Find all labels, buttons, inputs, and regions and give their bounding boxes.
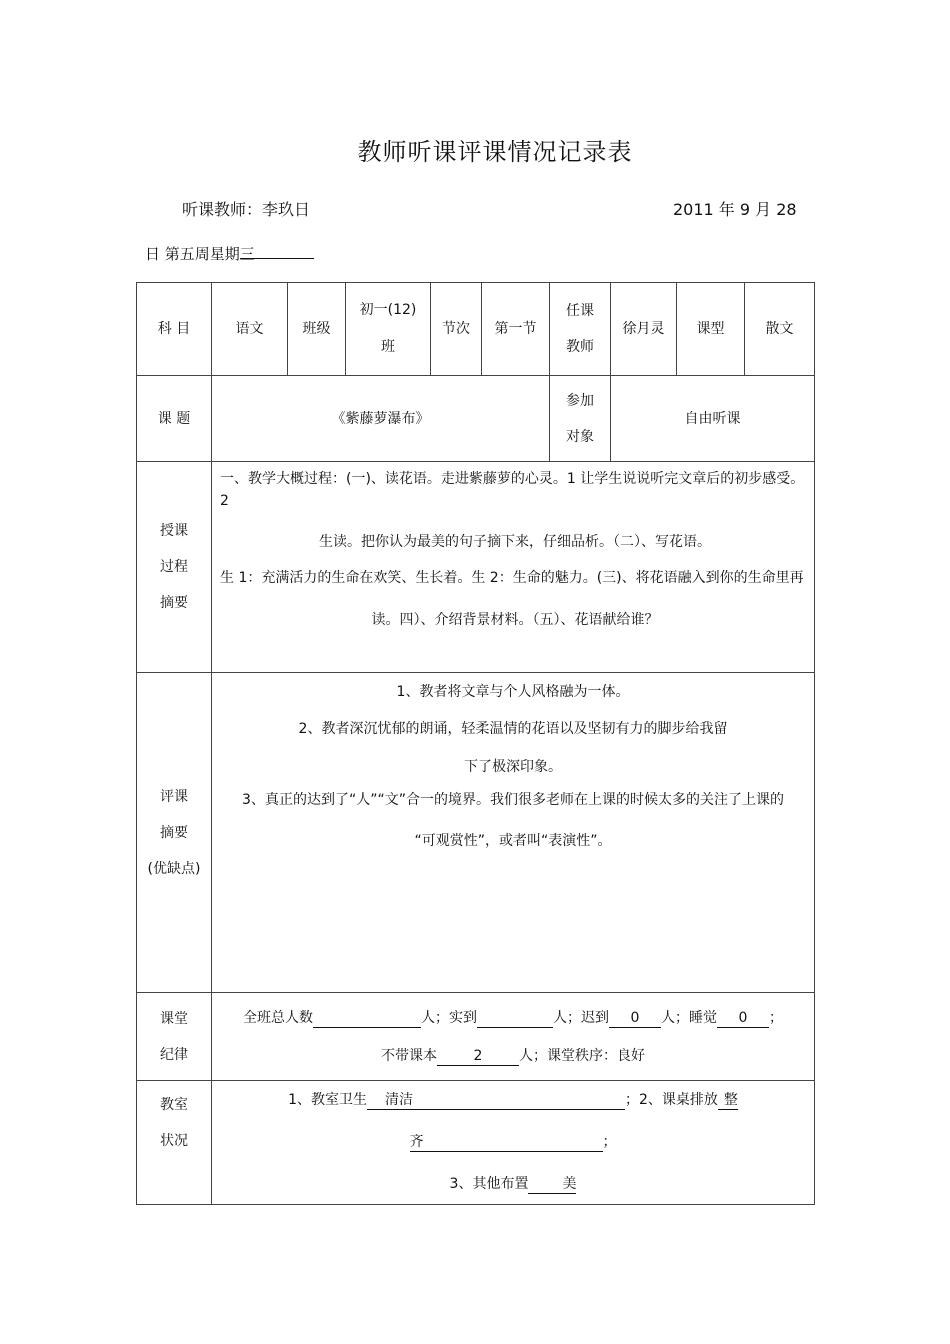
desk-label: ；2、课桌排放: [625, 1092, 718, 1108]
review-label: [137, 673, 212, 993]
classroom-label: [137, 1081, 212, 1205]
total-unit: 人；实到: [421, 1009, 477, 1026]
no-book-unit: 人；课堂秩序：良好: [519, 1047, 645, 1064]
type-label: 课型: [677, 283, 745, 376]
review-line: 1、教者将文章与个人风格融为一体。: [396, 684, 630, 700]
observer-label: 听课教师：: [182, 200, 263, 219]
teacher-value: 徐月灵: [611, 283, 677, 376]
record-table: [136, 282, 815, 1205]
teacher-label-line1: 任课: [566, 303, 594, 319]
discipline-label: [137, 993, 212, 1081]
review-line: 下了极深印象。: [464, 759, 562, 775]
process-line: 读。四）、介绍背景材料。（五）、花语献给谁？: [371, 612, 659, 628]
teacher-label: [550, 283, 611, 376]
other-value: 美: [528, 1175, 576, 1194]
table-row: [137, 1081, 815, 1205]
class-value-line1: 初一(12): [359, 302, 417, 318]
review-content: [212, 673, 815, 993]
type-value: 散文: [745, 283, 815, 376]
no-book-value: 2: [437, 1047, 519, 1066]
desk-value-1: 整: [718, 1091, 738, 1110]
hygiene-value: 清洁: [367, 1091, 625, 1110]
observer-name: 李玖日: [262, 200, 311, 219]
observer-line: [182, 197, 310, 220]
process-line: 生读。把你认为最美的句子摘下来，仔细品析。（二）、写花语。: [319, 534, 711, 550]
review-label-line1: 评课: [160, 788, 188, 805]
table-row: [137, 283, 815, 376]
sleep-end: ；: [769, 1009, 783, 1026]
class-label: 班级: [288, 283, 346, 376]
table-row: [137, 376, 815, 462]
process-label-line3: 摘要: [160, 595, 188, 611]
desk-value-2: 齐: [410, 1133, 603, 1152]
discipline-line1: [212, 1007, 814, 1029]
teacher-label-line2: 教师: [566, 339, 594, 355]
date-continuation: [145, 243, 314, 264]
late-value: 0: [609, 1009, 661, 1028]
classroom-line2: [212, 1131, 814, 1153]
subject-value: 语文: [212, 283, 288, 376]
process-label-line1: 授课: [160, 523, 188, 539]
topic-label: 课 题: [137, 376, 212, 462]
subject-label: 科 目: [137, 283, 212, 376]
page-title: 教师听课评课情况记录表: [357, 138, 633, 166]
other-label: 3、其他布置: [449, 1176, 529, 1192]
classroom-label-line2: 状况: [160, 1133, 188, 1149]
table-row: [137, 462, 815, 673]
participants-label: [550, 376, 611, 462]
review-line: 2、教者深沉忧郁的朗诵，轻柔温情的花语以及坚韧有力的脚步给我留: [298, 721, 728, 737]
sleep-value: 0: [717, 1009, 769, 1028]
classroom-line3: [212, 1173, 814, 1195]
discipline-label-line1: 课堂: [160, 1010, 188, 1027]
table-row: [137, 673, 815, 993]
total-blank: [313, 1009, 421, 1028]
process-label: [137, 462, 212, 673]
classroom-label-line1: 教室: [160, 1097, 188, 1113]
process-line: 一、教学大概过程：(一)、读花语。走进紫藤萝的心灵。1 让学生说说听完文章后的初步感受。2: [220, 471, 805, 509]
discipline-label-line2: 纪律: [160, 1046, 188, 1063]
classroom-sep: ；: [602, 1134, 617, 1150]
period-value: 第一节: [482, 283, 550, 376]
review-line: 3、真正的达到了“人”“文”合一的境界。我们很多老师在上课的时候太多的关注了上课的: [242, 792, 784, 808]
process-label-line2: 过程: [160, 559, 188, 575]
date-cont-prefix: 日 第五周星期: [145, 245, 240, 263]
class-value-line2: 班: [381, 339, 395, 355]
topic-value: 《紫藤萝瀑布》: [212, 376, 550, 462]
present-blank: [477, 1009, 553, 1028]
table-row: [137, 993, 815, 1081]
participants-value: 自由听课: [611, 376, 815, 462]
classroom-content: [212, 1081, 815, 1205]
review-label-line3: (优缺点): [147, 860, 201, 877]
review-label-line2: 摘要: [160, 824, 188, 841]
weekday-value: 三: [239, 245, 255, 263]
hygiene-label: 1、教室卫生: [288, 1092, 367, 1108]
date-text: 2011 年 9 月 28: [673, 200, 797, 219]
process-content: [212, 462, 815, 673]
period-label: 节次: [431, 283, 482, 376]
review-line: “可观赏性”，或者叫“表演性”。: [414, 833, 612, 849]
class-value: [346, 283, 431, 376]
present-unit: 人；迟到: [553, 1009, 609, 1026]
classroom-line1: [212, 1089, 814, 1111]
participants-label-line2: 对象: [566, 428, 594, 445]
participants-label-line1: 参加: [566, 392, 594, 409]
late-unit: 人；睡觉: [661, 1009, 717, 1026]
total-label: 全班总人数: [243, 1009, 313, 1026]
process-line: 生 1：充满活力的生命在欢笑、生长着。生 2：生命的魅力。(三)、将花语融入到你的生命里再: [220, 570, 804, 586]
discipline-line2: [212, 1045, 814, 1067]
weekday-field: [239, 243, 314, 263]
discipline-content: [212, 993, 815, 1081]
no-book-label: 不带课本: [381, 1047, 437, 1064]
